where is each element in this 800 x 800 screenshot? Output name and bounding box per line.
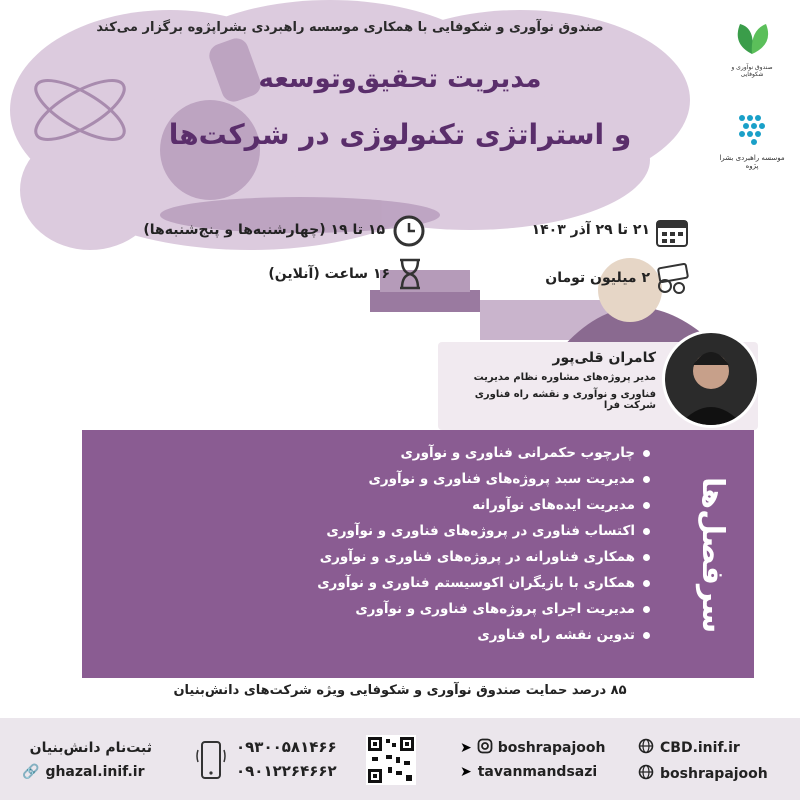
person-silhouette-icon [665, 333, 757, 425]
speaker-avatar [662, 330, 760, 428]
website-row[interactable] [638, 738, 740, 758]
clock-icon [392, 214, 426, 252]
instagram-handle[interactable]: boshrapajooh [497, 740, 606, 756]
outline-item: مدیریت اجرای پروژه‌های فناوری و نوآوری [270, 596, 650, 622]
register-label: ثبت‌نام دانش‌بنیان [29, 740, 152, 756]
web-handle-row[interactable] [638, 764, 768, 784]
qr-code-icon[interactable] [366, 735, 416, 789]
dots-logo-icon [712, 110, 792, 150]
instagram-icon [477, 738, 493, 758]
outline-item: چارچوب حکمرانی فناوری و نوآوری [270, 440, 650, 466]
globe-icon [638, 738, 654, 758]
course-duration: ۱۶ ساعت (آنلاین) [268, 266, 390, 282]
phone-number-1[interactable]: ۰۹۳۰۰۵۸۱۴۶۶ [236, 738, 337, 756]
logo-caption: صندوق نوآوری و شکوفایی [731, 64, 773, 78]
speaker-role-2: فناوری و نوآوری و نقشه راه فناوری شرکت فرا [474, 389, 656, 411]
telegram-handle[interactable]: tavanmandsazi [477, 764, 598, 780]
link-icon: 🔗 [22, 764, 40, 780]
register-link[interactable]: ghazal.inif.ir [45, 764, 145, 780]
organizer-line: صندوق نوآوری و شکوفایی با همکاری موسسه راهبردی بشراپژوه برگزار می‌کند [96, 20, 604, 35]
social-row-2[interactable] [460, 764, 597, 780]
speaker-info [444, 350, 656, 411]
telegram-icon: ➤ [460, 740, 472, 756]
globe-icon [638, 764, 654, 784]
course-title-line1: مدیریت تحقیق‌وتوسعه [258, 64, 542, 94]
course-title-line2: و استراتژی تکنولوژی در شرکت‌ها [168, 118, 632, 151]
leaf-logo-icon [722, 14, 782, 60]
outline-item: تدوین نقشه راه فناوری [270, 622, 650, 648]
phone-number-2[interactable]: ۰۹۰۱۲۲۶۴۶۶۲ [236, 762, 337, 780]
calendar-icon [655, 216, 689, 252]
logo-innovation-fund [722, 14, 782, 84]
money-icon [655, 262, 693, 298]
logo-caption-boshra: موسسه راهبردی بشرا پژوه [719, 154, 785, 170]
subsidy-note: ۸۵ درصد حمایت صندوق نوآوری و شکوفایی ویژه شرکت‌های دانش‌بنیان [173, 683, 627, 698]
register-link-row[interactable] [22, 764, 152, 780]
speaker-role-1: مدیر پروژه‌های مشاوره نظام مدیریت [473, 372, 656, 383]
outline-title: سرفصل‌ها [695, 476, 730, 634]
speaker-name: کامران قلی‌پور [552, 350, 656, 366]
hourglass-icon [397, 258, 423, 294]
web-handle[interactable]: boshrapajooh [660, 766, 768, 782]
outline-item: اکتساب فناوری در پروژه‌های فناوری و نوآوری [270, 518, 650, 544]
outline-item: مدیریت سبد پروژه‌های فناوری و نوآوری [270, 466, 650, 492]
outline-item: همکاری با بازیگران اکوسیستم فناوری و نوآوری [270, 570, 650, 596]
outline-list [270, 440, 650, 648]
website-url[interactable]: CBD.inif.ir [660, 740, 740, 756]
social-row-1[interactable] [460, 738, 606, 758]
course-time: ۱۵ تا ۱۹ (چهارشنبه‌ها و پنج‌شنبه‌ها) [143, 222, 385, 238]
outline-item: مدیریت ایده‌های نوآورانه [270, 492, 650, 518]
outline-item: همکاری فناورانه در پروژه‌های فناوری و نوآوری [270, 544, 650, 570]
course-price: ۲ میلیون تومان [545, 270, 650, 286]
telegram-icon: ➤ [460, 764, 472, 780]
course-date: ۲۱ تا ۲۹ آذر ۱۴۰۳ [531, 222, 650, 238]
phone-icon [196, 738, 226, 786]
logo-boshra [712, 110, 792, 170]
